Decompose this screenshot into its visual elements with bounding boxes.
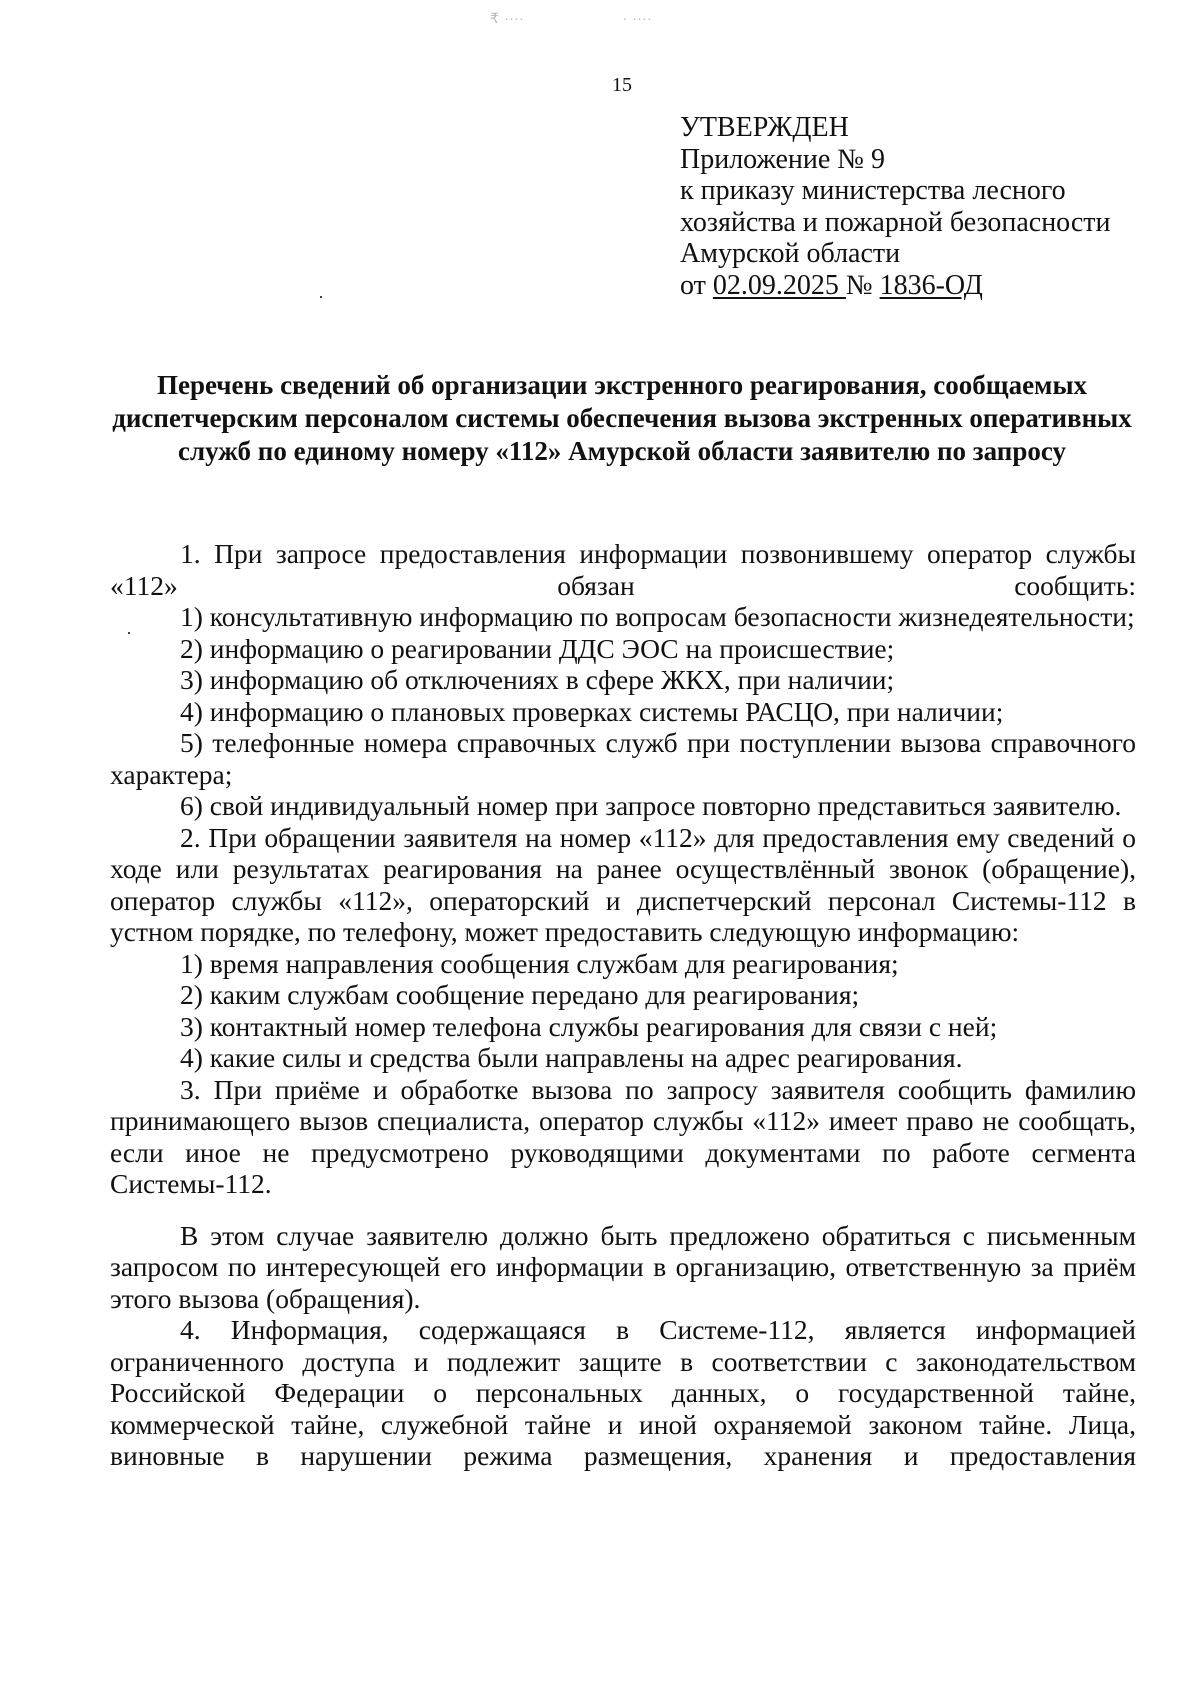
- order-number: 1836-ОД: [879, 269, 983, 301]
- approval-date-line: [680, 270, 1190, 302]
- approval-status: УТВЕРЖДЕН: [680, 112, 849, 143]
- list-item: 2) каким службам сообщение передано для реагирования;: [180, 979, 860, 1010]
- list-item: 5) телефонные номера справочных служб при поступлении вызова справочного характера;: [110, 727, 1136, 790]
- approval-stamp-block: [680, 112, 1190, 301]
- page-number: 15: [612, 74, 632, 96]
- list-item: 1) время направления сообщения службам для реагирования;: [180, 947, 899, 979]
- list-item: 4) какие силы и средства были направлены на адрес реагирования.: [180, 1042, 963, 1073]
- list-item: 4) информацию о плановых проверках системы РАСЦО, при наличии;: [180, 695, 1004, 727]
- document-title: Перечень сведений об организации экстренного реагирования, сообщаемых диспетчерским персоналом системы обеспечения вызова экстренных оперативных служб по единому номеру «112» Амурской области заявителю по запросу: [112, 370, 1132, 466]
- approval-region-line: Амурской области: [680, 238, 901, 269]
- list-item: 3) информацию об отключениях в сфере ЖКХ, при наличии;: [180, 664, 895, 695]
- scan-speck: [320, 296, 322, 298]
- paragraph-3: 3. При приёме и обработке вызова по запросу заявителя сообщить фамилию принимающего вызов специалиста, оператор службы «112» имеет право не сообщать, если иное не предусмотрено руководящими документами по работе сегмента Системы-112.: [110, 1073, 1136, 1199]
- paragraph-2: 2. При обращении заявителя на номер «112» для предоставления ему сведений о ходе или результатах реагирования на ранее осуществлённый звонок (обращение), оператор службы «112», операторский и диспетчерский персонал Системы-112 в устном порядке, по телефону, может предоставить следующую информацию:: [110, 821, 1136, 947]
- list-item: 1) консультативную информацию по вопросам безопасности жизнедеятельности;: [180, 601, 1135, 632]
- document-body: [110, 538, 1136, 1472]
- approval-appendix: Приложение № 9: [680, 143, 885, 175]
- scan-artifact-mark: ∙ ∙∙∙∙: [623, 10, 653, 26]
- list-item: 2) информацию о реагировании ДДС ЭОС на происшествие;: [180, 632, 895, 664]
- paragraph-3-note: В этом случае заявителю должно быть предложено обратиться с письменным запросом по интересующей его информации в организацию, ответственную за приём этого вызова (обращения).: [110, 1219, 1136, 1314]
- list-item: 3) контактный номер телефона службы реагирования для связи с ней;: [180, 1010, 998, 1042]
- approval-ministry-line: хозяйства и пожарной безопасности: [680, 206, 1111, 238]
- date-prefix: от: [680, 269, 713, 301]
- order-date: 02.09.2025: [712, 269, 846, 301]
- number-prefix: №: [845, 269, 880, 301]
- scan-artifact-mark: ₹ ∙∙∙∙: [490, 10, 525, 26]
- approval-order-line: к приказу министерства лесного: [680, 175, 1066, 206]
- paragraph-4: 4. Информация, содержащаяся в Системе-112, является информацией ограниченного доступа и подлежит защите в соответствии с законодательством Российской Федерации о персональных данных, о государственной тайне, коммерческой тайне, служебной тайне и иной охраняемой законом тайне. Лица, виновные в нарушении режима размещения, хранения и предоставления: [110, 1314, 1136, 1471]
- paragraph-1: 1. При запросе предоставления информации позвонившему оператор службы «112» обязан сообщить:: [110, 538, 1136, 601]
- list-item: 6) свой индивидуальный номер при запросе повторно представиться заявителю.: [180, 790, 1122, 821]
